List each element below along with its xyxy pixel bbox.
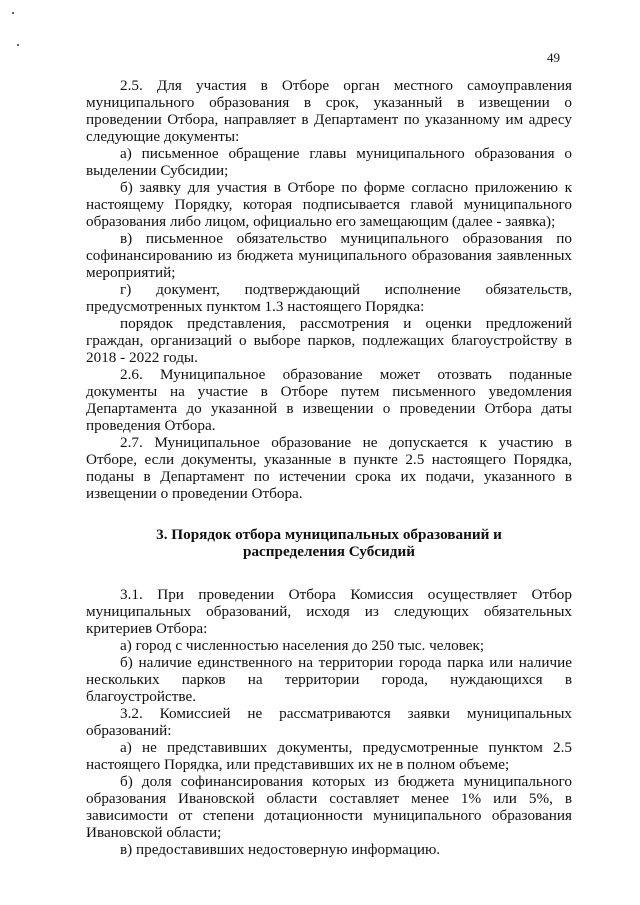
paragraph-3-2-a: а) не представивших документы, предусмотренные пунктом 2.5 настоящего Порядка, или представивших их не в полном объеме;: [86, 739, 572, 773]
scan-speck: [12, 12, 14, 14]
paragraph-2-5-g-detail: порядок представления, рассмотрения и оценки предложений граждан, организаций о выборе парков, подлежащих благоустройству в 2018 - 2022 годы.: [86, 315, 572, 366]
paragraph-2-5-v: в) письменное обязательство муниципального образования по софинансированию из бюджета муниципального образования заявленных мероприятий;: [86, 230, 572, 281]
paragraph-3-2: 3.2. Комиссией не рассматриваются заявки муниципальных образований:: [86, 705, 572, 739]
paragraph-3-1: 3.1. При проведении Отбора Комиссия осуществляет Отбор муниципальных образований, исходя из следующих обязательных критериев Отбора:: [86, 586, 572, 637]
scan-speck: [17, 44, 19, 46]
paragraph-3-1-a: а) город с численностью населения до 250 тыс. человек;: [120, 637, 485, 654]
paragraph-2-7: 2.7. Муниципальное образование не допускается к участию в Отборе, если документы, указанные в пункте 2.5 настоящего Порядка, поданы в Департамент по истечении срока их подачи, указанного в извещении о проведении Отбора.: [86, 434, 572, 502]
paragraph-2-5-a: а) письменное обращение главы муниципального образования о выделении Субсидии;: [86, 145, 572, 179]
section-3-heading-line1: 3. Порядок отбора муниципальных образований и: [156, 526, 502, 543]
paragraph-3-2-v: в) предоставивших недостоверную информацию.: [120, 841, 441, 858]
paragraph-2-5-g: г) документ, подтверждающий исполнение обязательств, предусмотренных пунктом 1.3 настоящего Порядка:: [86, 281, 572, 315]
document-body: [86, 77, 572, 858]
section-3-heading-line2: распределения Субсидий: [243, 543, 415, 560]
paragraph-2-5-b: б) заявку для участия в Отборе по форме согласно приложению к настоящему Порядку, которая подписывается главой муниципального образования либо лицом, официально его замещающим (далее - заявка);: [86, 179, 572, 230]
section-3-heading: [86, 526, 572, 560]
paragraph-3-2-b: б) доля софинансирования которых из бюджета муниципального образования Ивановской области составляет менее 1% или 5%, в зависимости от степени дотационности муниципального образования Ивановской области;: [86, 773, 572, 841]
paragraph-3-1-b: б) наличие единственного на территории города парка или наличие нескольких парков на территории города, нуждающихся в благоустройстве.: [86, 654, 572, 705]
page-number: 49: [547, 50, 560, 65]
paragraph-2-5: 2.5. Для участия в Отборе орган местного самоуправления муниципального образования в срок, указанный в извещении о проведении Отбора, направляет в Департамент по указанному им адресу следующие документы:: [86, 77, 572, 145]
paragraph-2-6: 2.6. Муниципальное образование может отозвать поданные документы на участие в Отборе путем письменного уведомления Департамента до указанной в извещении о проведении Отбора даты проведения Отбора.: [86, 366, 572, 434]
